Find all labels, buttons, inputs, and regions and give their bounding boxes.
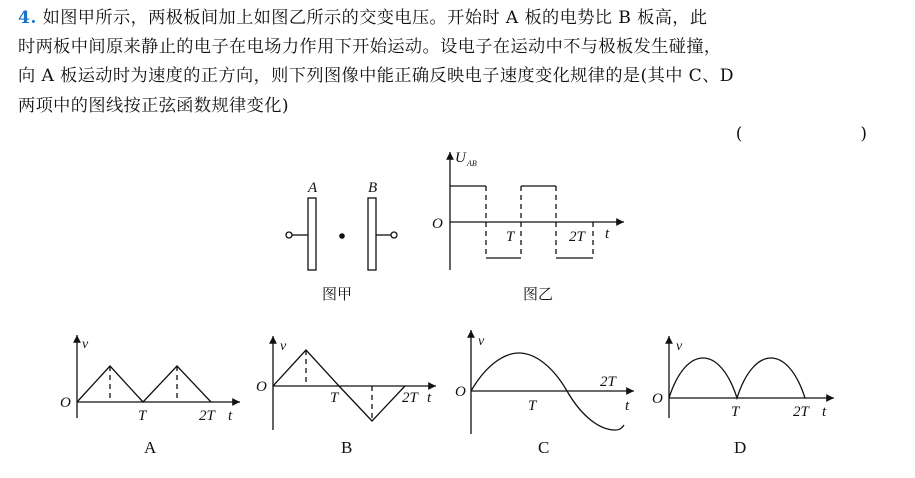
- label-plate-b: B: [368, 180, 378, 196]
- yi-origin: O: [432, 216, 443, 232]
- b-t-label: t: [427, 390, 432, 406]
- d-tick-T: T: [731, 404, 740, 420]
- option-d-graph: [669, 336, 834, 418]
- electron-dot: [339, 233, 345, 239]
- yi-x-label: t: [605, 226, 610, 242]
- b-origin: O: [256, 379, 267, 395]
- option-a-letter: A: [144, 438, 157, 457]
- d-tick-2T: 2T: [793, 404, 809, 420]
- caption-jia: 图甲: [322, 285, 353, 303]
- question-number: 4.: [18, 8, 37, 28]
- c-v-label: v: [478, 334, 485, 349]
- d-origin: O: [652, 391, 663, 407]
- question-line-3: 向 A 板运动时为速度的正方向，则下列图像中能正确反映电子速度变化规律的是(其中 C、D: [18, 66, 734, 87]
- option-d-letter: D: [734, 438, 747, 457]
- question-line-4: 两项中的图线按正弦函数规律变化): [18, 95, 289, 116]
- option-b-letter: B: [341, 438, 353, 457]
- option-a-graph: [77, 335, 240, 418]
- yi-tick-T: T: [506, 229, 515, 245]
- c-tick-2T: 2T: [600, 374, 616, 390]
- d-t-label: t: [822, 404, 827, 420]
- plate-b: [368, 198, 376, 270]
- d-curve: [669, 358, 805, 398]
- d-v-label: v: [676, 339, 683, 354]
- b-v-label: v: [280, 339, 287, 354]
- option-c-letter: C: [538, 438, 550, 457]
- c-t-label: t: [625, 398, 630, 414]
- a-tick-T: T: [138, 408, 147, 424]
- a-v-label: v: [82, 337, 89, 352]
- terminal-a: [286, 232, 292, 238]
- caption-yi: 图乙: [523, 285, 554, 303]
- b-tick-T: T: [330, 390, 339, 406]
- label-plate-a: A: [308, 180, 318, 196]
- question-line-1-text: 如图甲所示，两极板间加上如图乙所示的交变电压。开始时 A 板的电势比 B 板高，此: [42, 8, 708, 28]
- terminal-b: [391, 232, 397, 238]
- question-line-2: 时两板中间原来静止的电子在电场力作用下开始运动。设电子在运动中不与极板发生碰撞，: [18, 37, 722, 58]
- figure-yi: [450, 152, 624, 270]
- answer-parentheses: ( ): [735, 124, 895, 144]
- yi-y-subscript: AB: [467, 159, 477, 168]
- a-curve: [77, 366, 211, 402]
- a-origin: O: [60, 395, 71, 411]
- yi-y-label: U: [455, 150, 466, 166]
- option-b-graph: [273, 336, 436, 430]
- b-tick-2T: 2T: [402, 390, 418, 406]
- plate-a: [308, 198, 316, 270]
- a-tick-2T: 2T: [199, 408, 215, 424]
- yi-tick-2T: 2T: [569, 229, 585, 245]
- c-tick-T: T: [528, 398, 537, 414]
- c-origin: O: [455, 384, 466, 400]
- figure-jia: [286, 198, 397, 270]
- a-t-label: t: [228, 408, 233, 424]
